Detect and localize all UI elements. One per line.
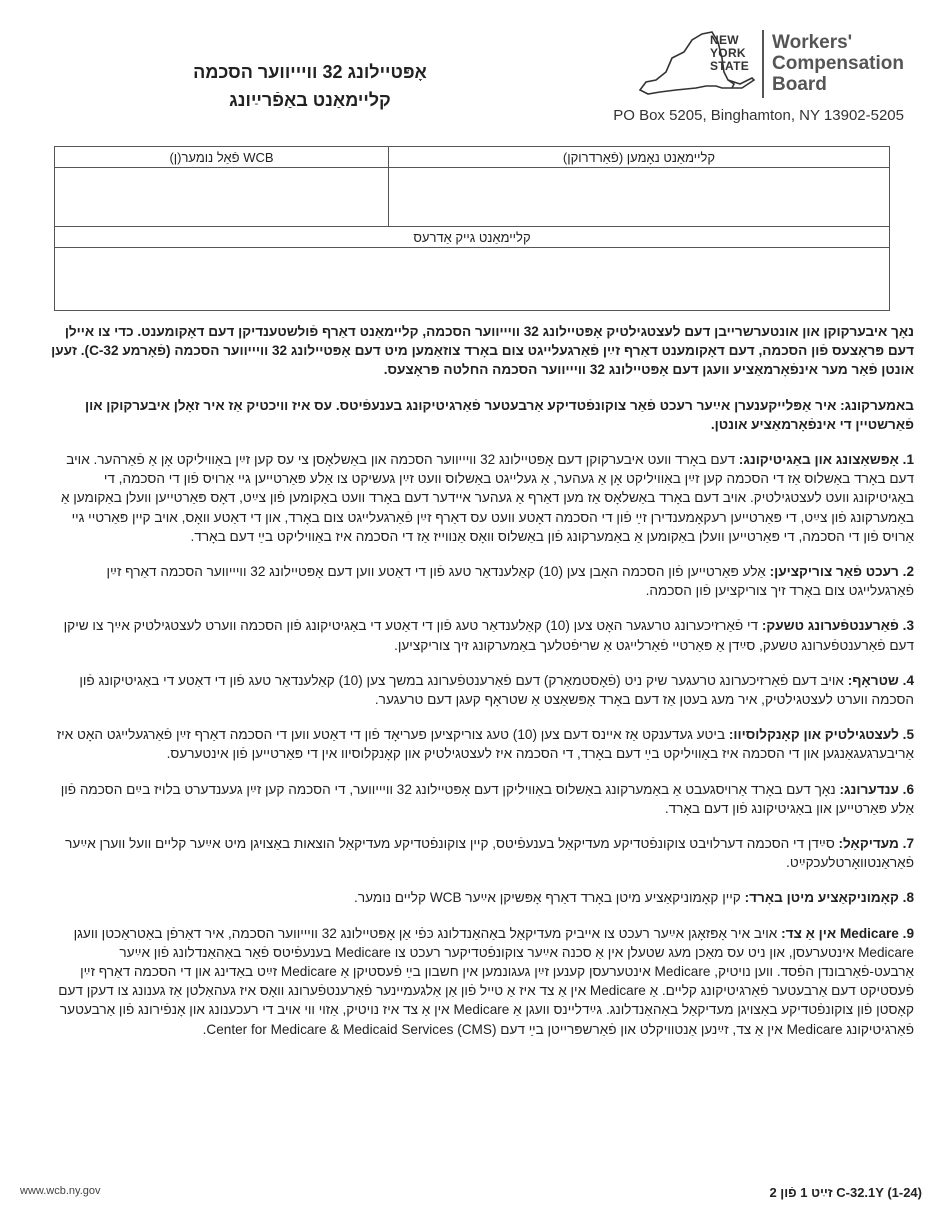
claimant-name-field[interactable] [389, 168, 890, 227]
item-heading: Medicare אין אַ צד: [781, 925, 899, 941]
instruction-item [44, 834, 914, 872]
item-text: סײַדן די הסכמה דערלויבט צוקונפֿטדיקע מעדיקאַל בענעפֿיטס, קיין צוקונפֿטדיקע מעדיקאַל הוצאות באַצויגן מיט אײַער קליים וועל ווערן אײַער פֿאַראַנטוואָרטלעכקײַט. [65, 836, 914, 871]
item-number: 4. [902, 672, 914, 688]
item-text: אויב דעם פֿאַרזיכערונג טרעגער שיק ניט (פֿאָסטמאַרק) דעם פֿאַרענטפֿערונג במשך צען (10) קאַלענדאַר טעג פֿון די דאַטע די באַגיטיקונג פֿון הסכמה ווערט לעצטגילטיק, איר מעג בעטן אַז דעם באָרד אָפּשאַצט אַ שטראָף קעגן דעם טרעגער. [79, 672, 914, 708]
instruction-item [44, 562, 914, 600]
instruction-item [44, 450, 914, 546]
board-address: PO Box 5205, Binghamton, NY 13902-5205 [613, 107, 904, 124]
note-paragraph: באמערקונג: איר אַפּלייקענערן אײַער רעכט פֿאַר צוקונפֿטדיקע אַרבעטער פֿאַרגיטיקונג בענעפֿיטס. עס איז וויכטיק אַז איר זאָלן איבערקוקן און פֿאַרשטיין די אינפֿאָרמאַציע אונטן. [84, 397, 914, 432]
wcb-logo [636, 28, 906, 102]
item-text: ביטע געדענקט אַז איינס דעם צען (10) טעג צוריקציען פעריאָד פֿון די דאַטע ווען די הסכמה דאַרף זײַן פֿאַרגעלייגט האָט איז אַריבערגעגאַנגען און די הסכמה איז באַוויליקט בײַ דעם באָרד, די הסכמה איז לעצטגילטיק און קאָנקלוסיוו אין די פּאַרטייען פֿון אינטערעס. [56, 727, 914, 762]
item-heading: שטראָף: [847, 672, 899, 688]
state-word-new: NEW [710, 33, 739, 47]
form-instructions [44, 322, 914, 1055]
title-line-2: קליימאַנט באַפֿרײַונג [229, 90, 391, 110]
instruction-list [44, 450, 914, 1039]
brand-line-board: Board [772, 74, 827, 95]
form-title [60, 58, 560, 114]
instruction-item [44, 725, 914, 763]
item-number: 8. [902, 890, 914, 906]
state-word-york: YORK [710, 46, 746, 60]
website-footer: www.wcb.ny.gov [20, 1185, 101, 1197]
state-word-state: STATE [710, 59, 750, 73]
wcb-case-number-label: WCB פֿאַל נומער(ן) [55, 147, 389, 168]
item-number: 3. [902, 618, 914, 634]
item-heading: מעדיקאַל: [838, 836, 899, 852]
item-number: 1. [902, 452, 914, 468]
item-number: 9. [902, 925, 914, 941]
item-text: אַלע פּאַרטייען פֿון הסכמה האָבן צען (10) קאַלענדאַר טעג פֿון די דאַטע ווען דעם אָפּטיילונג 32 וויייווער הסכמה דאַרף זײַן פֿאַרגעלייגט צום באָרד זיך צוריקציען פֿון הסכמה. [106, 564, 914, 599]
intro-paragraph: נאָך איבערקוקן און אונטערשרייבן דעם לעצטגילטיק אָפּטיילונג 32 וויייווער הסכמה, קליימאַנט דאַרף פֿולשטענדיקן דעם דאָקומענט. כדי צו איילן דעם פּראָצעס פֿון הסכמה, דעם דאָקומענט דאַרף זײַן פֿאַרגעלייגט צום באָרד צוזאַמען מיט דעם אָפּטיילונג 32 וויייווער הסכמה (פֿאָרמע C-32). זעען אונטן פֿאַר מער אינפֿאָרמאַציע וועגן דעם אָפּטיילונג 32 וויייווער הסכמה החלטה פּראָצעס. [51, 324, 914, 378]
instruction-item [44, 924, 914, 1039]
instruction-item [44, 780, 914, 818]
item-heading: ענדערונג: [839, 781, 899, 797]
brand-line-workers: Workers' [772, 32, 853, 53]
brand-line-compensation: Compensation [772, 53, 904, 74]
item-text: די פֿאַרזיכערונג טרעגער האָט צען (10) קאַלענדאַר טעג פֿון די דאַטע די באַגיטיקונג פֿון הסכמה ווערט לעצטגילטיק אײַך צו שיקן דעם פֿאַרענטפֿערונג טשעק, סײַדן אַ פּאַרטיי פֿאַרלייגט אַ שריפֿטלעך באַמערקונג זיך צוריקציען. [63, 618, 914, 653]
item-number: 2. [902, 564, 914, 580]
wcb-case-number-field[interactable] [55, 168, 389, 227]
form-id-footer: C-32.1Y (1-24) זײַט 1 פֿון 2 [769, 1185, 922, 1200]
title-line-1: אָפּטיילונג 32 וויייווער הסכמה [193, 62, 427, 82]
logo-divider [762, 30, 764, 98]
item-heading: אָפּשאַצונג און באַגיטיקונג: [738, 452, 899, 468]
item-text: קיין קאָמוניקאַציע מיטן באָרד דאַרף אָפּשיקן אײַער WCB קליים נומער. [354, 890, 741, 906]
ny-state-wordmark [710, 34, 749, 73]
instruction-item [44, 888, 914, 907]
item-heading: קאָמוניקאַציע מיטן באָרד: [744, 890, 899, 906]
claimant-info-form [54, 146, 890, 311]
item-text: נאָך דעם באָרד אַרויסגעבט אַ באַמערקונג באַשלוס באַוויליקן דעם אָפּטיילונג 32 וויייווער, די הסכמה קען זײַן געענדערט בלויז בײַם הסכמה פֿון אַלע פּאַרטייען און באַגיטיקונג פֿון דעם באָרד. [60, 781, 914, 816]
item-heading: רעכט פֿאַר צוריקציען: [769, 564, 899, 580]
claimant-name-label: קליימאַנט נאָמען (פֿאַרדרוקן) [389, 147, 890, 168]
instruction-item [44, 671, 914, 709]
item-text: אויב איר אָפּזאָגן אײַער רעכט צו אייביק מעדיקאַל באַהאַנדלונג כּפֿי אַן אָפּטיילונג 32 וויייווער הסכמה, איר דאַרפֿן באַטראַכטן וועגן Medicare אינטערעסן, און ניט עס מאַכן מעג שטעלן אין אַ סכנה אײַער צוקונפֿטדיקער רעכט צו Medicare בענעפֿיטס פֿאַר באַהאַנדלונג פֿון אײַער אַרבעט-פֿאַרבונדן הפֿסד. ווען נויטיק, Medicare אינטערעסן קענען זײַן געגונמען אין חשבון בײַ פֿעסטיקן אַ Medicare זײַט באַדינג און די הסכמה דאַרף זײַן פֿעסטיקט דעם אַרבעטער פֿאַרגיטיקונג קליים. אַ Medicare אין אַ צד איז אַ טייל פֿון אַן אַלגעמיינער פֿאַרענטפֿערונג וואָס איז געהאַלטן אַז גענונג צו דעקן דעם קאָסטן פֿון צוקונפֿטדיקע באַצויגן מעדיקאַל באַהאַנדלונג. גײַדליינס וועגן אַ Medicare אין אַ צד איז נויטיק, אַזוי ווי אויב די רעכענונג און אָנפֿירונג פֿון אַרבעטער פֿאַרגיטיקונג Medicare אין אַ צד, זײַנען אַנטוויקלט און פֿאַרשפּרייטן בײַ דעם Center for Medicare & Medicaid Services (CMS). [58, 925, 914, 1037]
instruction-item [44, 616, 914, 654]
claimant-address-field[interactable] [55, 248, 890, 311]
item-text: דעם באָרד וועט איבערקוקן דעם אָפּטיילונג 32 וויייווער הסכמה און באַשלאָסן צי עס קען זײַן באַוויליקט אָן אַ פֿאַרהער. אויב דעם באָרד באַשלוס אַז די הסכמה קען זײַן באַוויליקט אָן אַ געהער, אַ געלייגט באַשלוס וועט זײַן געשיקט צו אַלע פּאַרטייען גיי אַרויס פֿון די הסכמה, די באַגיטיקונג וועט לעצטגילטיק. אויב דעם באָרד באַשלאָס אַז מען דאַרף אַ געהער איידער דעם באָרד וועט באַקומען פֿון צײַט, דאָס פּאַרטייען וועלן באַקומען אַ באַמערקונג פֿון צײַט, די פּאַרטייען רעקאָמענדירן זײַ פֿון די הסכמה דאָטע וועט עס דאַרף זײַן פֿאַרגעלייגט צום באָרד, און די דאַטע וואָס, אויב קיין פּאַרטיי גיי אַרויס פֿון די הסכמה, די פּאַרטייען וועלן באַקומען אַ באַמערקונג פֿון באַשלוס וואָס אַנווייז אַז די הסכמה איז באַוויליקט בײַ דעם באָרד. [60, 452, 914, 544]
item-number: 6. [902, 781, 914, 797]
item-number: 7. [902, 836, 914, 852]
wcb-wordmark [772, 32, 904, 95]
item-heading: לעצטגילטיק און קאָנקלוסיוו: [728, 727, 899, 743]
item-number: 5. [902, 727, 914, 743]
claimant-address-label: קליימאַנט גייק אַדרעס [55, 227, 890, 248]
item-heading: פֿאַרענטפֿערונג טשעק: [761, 618, 899, 634]
